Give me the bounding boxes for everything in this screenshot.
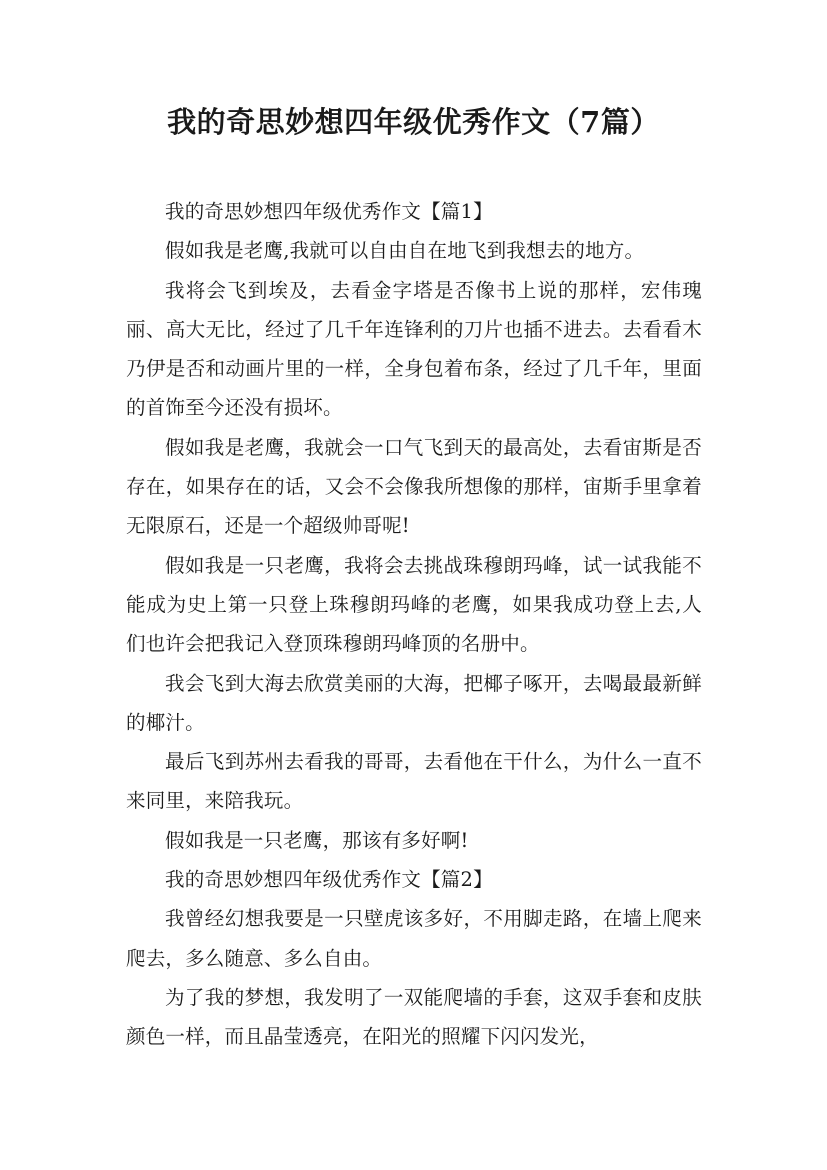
document-body bbox=[126, 192, 702, 1057]
paragraph: 最后飞到苏州去看我的哥哥，去看他在干什么，为什么一直不来同里，来陪我玩。 bbox=[126, 750, 702, 813]
paragraph: 我将会飞到埃及，去看金字塔是否像书上说的那样，宏伟瑰丽、高大无比，经过了几千年连锋利的刀片也插不进去。去看看木乃伊是否和动画片里的一样，全身包着布条，经过了几千年，里面的首饰至今还没有损坏。 bbox=[126, 278, 702, 420]
paragraph: 我曾经幻想我要是一只壁虎该多好，不用脚走路，在墙上爬来爬去，多么随意、多么自由。 bbox=[126, 907, 702, 970]
paragraph: 我会飞到大海去欣赏美丽的大海，把椰子啄开，去喝最最新鲜的椰汁。 bbox=[126, 671, 702, 734]
paragraph: 假如我是一只老鹰，我将会去挑战珠穆朗玛峰，试一试我能不能成为史上第一只登上珠穆朗玛峰的老鹰，如果我成功登上去,人们也许会把我记入登顶珠穆朗玛峰顶的名册中。 bbox=[126, 553, 702, 656]
document-title: 我的奇思妙想四年级优秀作文（7篇） bbox=[167, 105, 660, 139]
paragraph: 假如我是老鹰,我就可以自由自在地飞到我想去的地方。 bbox=[165, 239, 645, 263]
heading-part-1: 我的奇思妙想四年级优秀作文【篇1】 bbox=[165, 200, 493, 223]
heading-part-2: 我的奇思妙想四年级优秀作文【篇2】 bbox=[165, 868, 493, 892]
paragraph: 假如我是一只老鹰，那该有多好啊! bbox=[165, 828, 469, 852]
paragraph: 假如我是老鹰，我就会一口气飞到天的最高处，去看宙斯是否存在，如果存在的话，又会不会像我所想像的那样，宙斯手里拿着无限原石，还是一个超级帅哥呢! bbox=[126, 435, 702, 538]
paragraph: 为了我的梦想，我发明了一双能爬墙的手套，这双手套和皮肤颜色一样，而且晶莹透亮，在阳光的照耀下闪闪发光， bbox=[126, 985, 702, 1049]
